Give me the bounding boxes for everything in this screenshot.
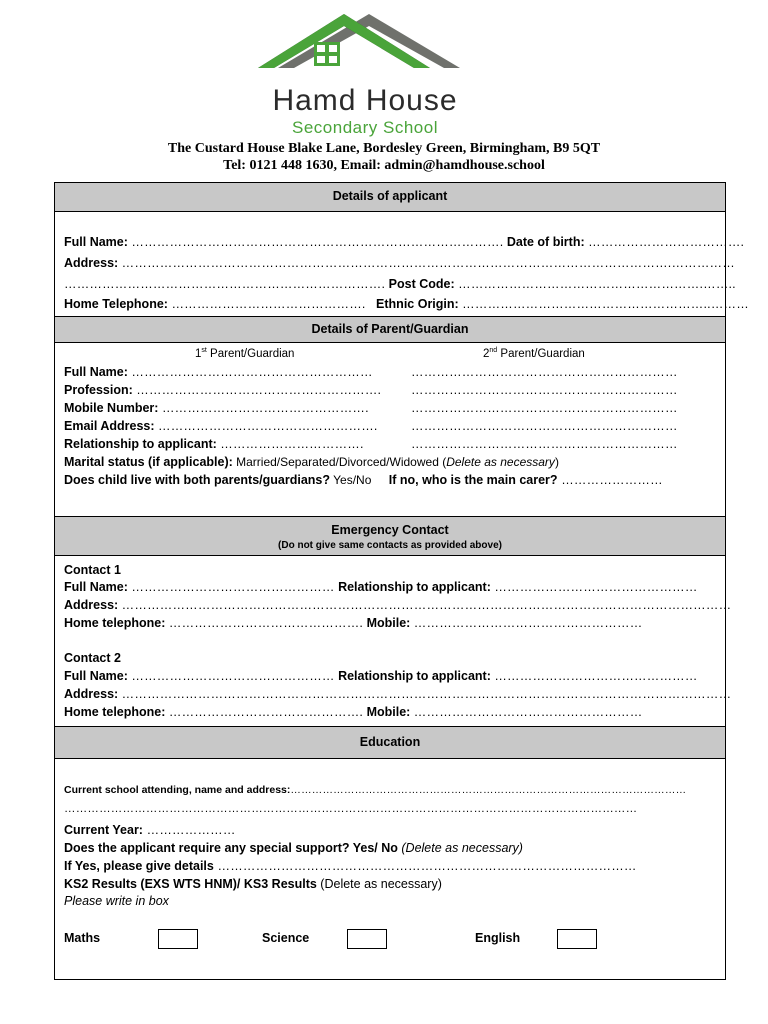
main-carer-field[interactable]: …………………… [557,473,663,487]
full-name-field[interactable]: ……………………………………………………………………………. [131,235,504,249]
parent1-relationship-field[interactable]: ……………………………. [220,437,364,451]
parent2-mobile-field[interactable]: ……………………………………………………… [411,401,678,415]
parent-full-name-label: Full Name: [64,365,128,379]
home-telephone-field[interactable]: ………………………………………. [171,297,366,311]
emergency-subheader: (Do not give same contacts as provided above) [278,540,502,551]
applicant-header: Details of applicant [55,183,725,212]
logo-title: Hamd House [272,84,458,117]
applicant-address-row [64,256,735,270]
current-school-row [64,784,686,796]
english-result-box[interactable] [557,929,597,949]
parent2-relationship-field[interactable]: ……………………………………………………… [411,437,678,451]
parent2-profession-field[interactable]: ……………………………………………………… [411,383,678,397]
address-label: Address: [64,256,119,270]
parent2-name-field[interactable]: ……………………………………………………… [411,365,678,379]
contact1-home-telephone-field[interactable]: ………………………………………. [168,616,364,630]
applicant-phone-row [64,297,749,311]
marital-status-row: Marital status (if applicable): Married/Separated/Divorced/Widowed (Delete as necessary) [64,455,559,469]
science-label: Science [262,931,310,945]
maths-label: Maths [64,931,101,945]
contact2-home-telephone-field[interactable]: ………………………………………. [168,705,364,719]
current-year-field[interactable]: ………………… [142,823,236,837]
ks-results-label: KS2 Results (EXS WTS HNM)/ KS3 Results [64,877,317,891]
contact2-name-field[interactable]: ………………………………………… [131,669,335,683]
parent2-email-field[interactable]: ……………………………………………………… [411,419,678,433]
contact1-address-row: Address: ……………………………………………………………………………………………………………………………… [64,598,732,612]
parent-relationship-row [64,437,364,451]
postcode-field[interactable]: ………………………………………………….…….. [458,277,736,291]
postcode-label: Post Code: [388,277,455,291]
parent-mobile-row [64,401,369,415]
ethnic-origin-field[interactable]: …………………………………………………..……… [462,297,749,311]
current-school-label: Current school attending, name and address: [64,784,291,796]
contact1-mobile-field[interactable]: ……………………………………………… [413,616,643,630]
special-support-question[interactable]: Does the applicant require any special support? Yes/ No [64,841,398,855]
contact2-address-field[interactable]: ……………………………………………………………………………………………………………………………… [121,687,732,701]
contact2-heading: Contact 2 [64,651,121,665]
emergency-header: Emergency Contact (Do not give same contacts as provided above) [55,516,725,556]
contact1-relationship-field[interactable]: ………………………………………… [494,580,698,594]
main-carer-label: If no, who is the main carer? [388,473,558,487]
parent-profession-row [64,383,381,397]
contact2-mobile-field[interactable]: ……………………………………………… [413,705,643,719]
marital-delete-note: Delete as necessary [446,455,555,469]
profession-label: Profession: [64,383,133,397]
science-result-box[interactable] [347,929,387,949]
if-yes-row [64,859,637,873]
application-form [54,182,749,980]
parent1-profession-field[interactable]: …………………………………………………. [136,383,382,397]
dob-label: Date of birth: [506,235,585,249]
contact1-name-field[interactable]: ………………………………………… [131,580,335,594]
marital-options[interactable]: Married/Separated/Divorced/Widowed ( [232,455,447,469]
ethnic-origin-label: Ethnic Origin: [376,297,459,311]
parent1-email-field[interactable]: ……………………………………………. [158,419,378,433]
contact1-heading: Contact 1 [64,563,121,577]
lives-with-question: Does child live with both parents/guardians? [64,473,331,487]
contact2-name-row: Full Name: ………………………………………… Relationship to applicant: ………………………………………… [64,669,698,683]
contact1-address-field[interactable]: ……………………………………………………………………………………………………………………………… [121,598,732,612]
applicant-postcode-row [64,277,736,291]
maths-result-box[interactable] [158,929,198,949]
write-in-box-note: Please write in box [64,894,169,908]
current-school-field-2[interactable]: ………………………………………………………………………………………………………………………………… [64,803,638,815]
school-logo [258,12,472,137]
if-yes-field[interactable]: ……………………………………………………………………………………… [213,859,637,873]
email-address-label: Email Address: [64,419,155,433]
contact2-address-row: Address: ……………………………………………………………………………………………………………………………… [64,687,732,701]
relationship-label: Relationship to applicant: [64,437,217,451]
lives-with-yes-no[interactable]: Yes/No [330,473,372,487]
contact1-phone-row: Home telephone: ………………………………………. Mobile: ……………………………………………… [64,616,643,630]
parent-name-row [64,365,373,379]
parent-header: Details of Parent/Guardian [55,316,725,343]
address-field[interactable]: ………………………………………………………………………………………………………………….…………… [121,256,735,270]
parent1-heading: 1st Parent/Guardian [195,347,295,360]
address-field-2[interactable]: …………………………………………………………………. [64,277,386,291]
special-support-delete-note: (Delete as necessary) [401,841,523,855]
contact1-name-row: Full Name: ………………………………………… Relationship to applicant: ………………………………………… [64,580,698,594]
parent-email-row [64,419,378,433]
dob-field[interactable]: ………………………………. [588,235,745,249]
current-year-row [64,823,236,837]
special-support-row [64,841,523,855]
current-school-field[interactable]: ………………………………………………………………………………………………… [290,784,687,796]
education-header: Education [55,726,725,759]
home-telephone-label: Home Telephone: [64,297,168,311]
applicant-name-row [64,235,744,249]
ks-results-delete-note: (Delete as necessary) [316,877,442,891]
school-address: The Custard House Blake Lane, Bordesley Green, Birmingham, B9 5QT [167,141,601,156]
school-contact: Tel: 0121 448 1630, Email: admin@hamdhouse.school [223,158,545,173]
if-yes-label: If Yes, please give details [64,859,214,873]
contact2-phone-row: Home telephone: ………………………………………. Mobile: ……………………………………………… [64,705,643,719]
logo-subtitle: Secondary School [292,118,438,137]
contact2-relationship-field[interactable]: ………………………………………… [494,669,698,683]
current-year-label: Current Year: [64,823,143,837]
parent2-heading: 2nd Parent/Guardian [483,347,585,360]
ks-results-row [64,877,442,891]
english-label: English [475,931,521,945]
mobile-number-label: Mobile Number: [64,401,159,415]
parent1-mobile-field[interactable]: …………………………………………. [161,401,369,415]
parent1-name-field[interactable]: ………………………………………………… [131,365,373,379]
full-name-label: Full Name: [64,235,128,249]
marital-status-label: Marital status (if applicable): [64,455,233,469]
house-roof-icon [258,12,472,82]
lives-with-row [64,473,663,487]
